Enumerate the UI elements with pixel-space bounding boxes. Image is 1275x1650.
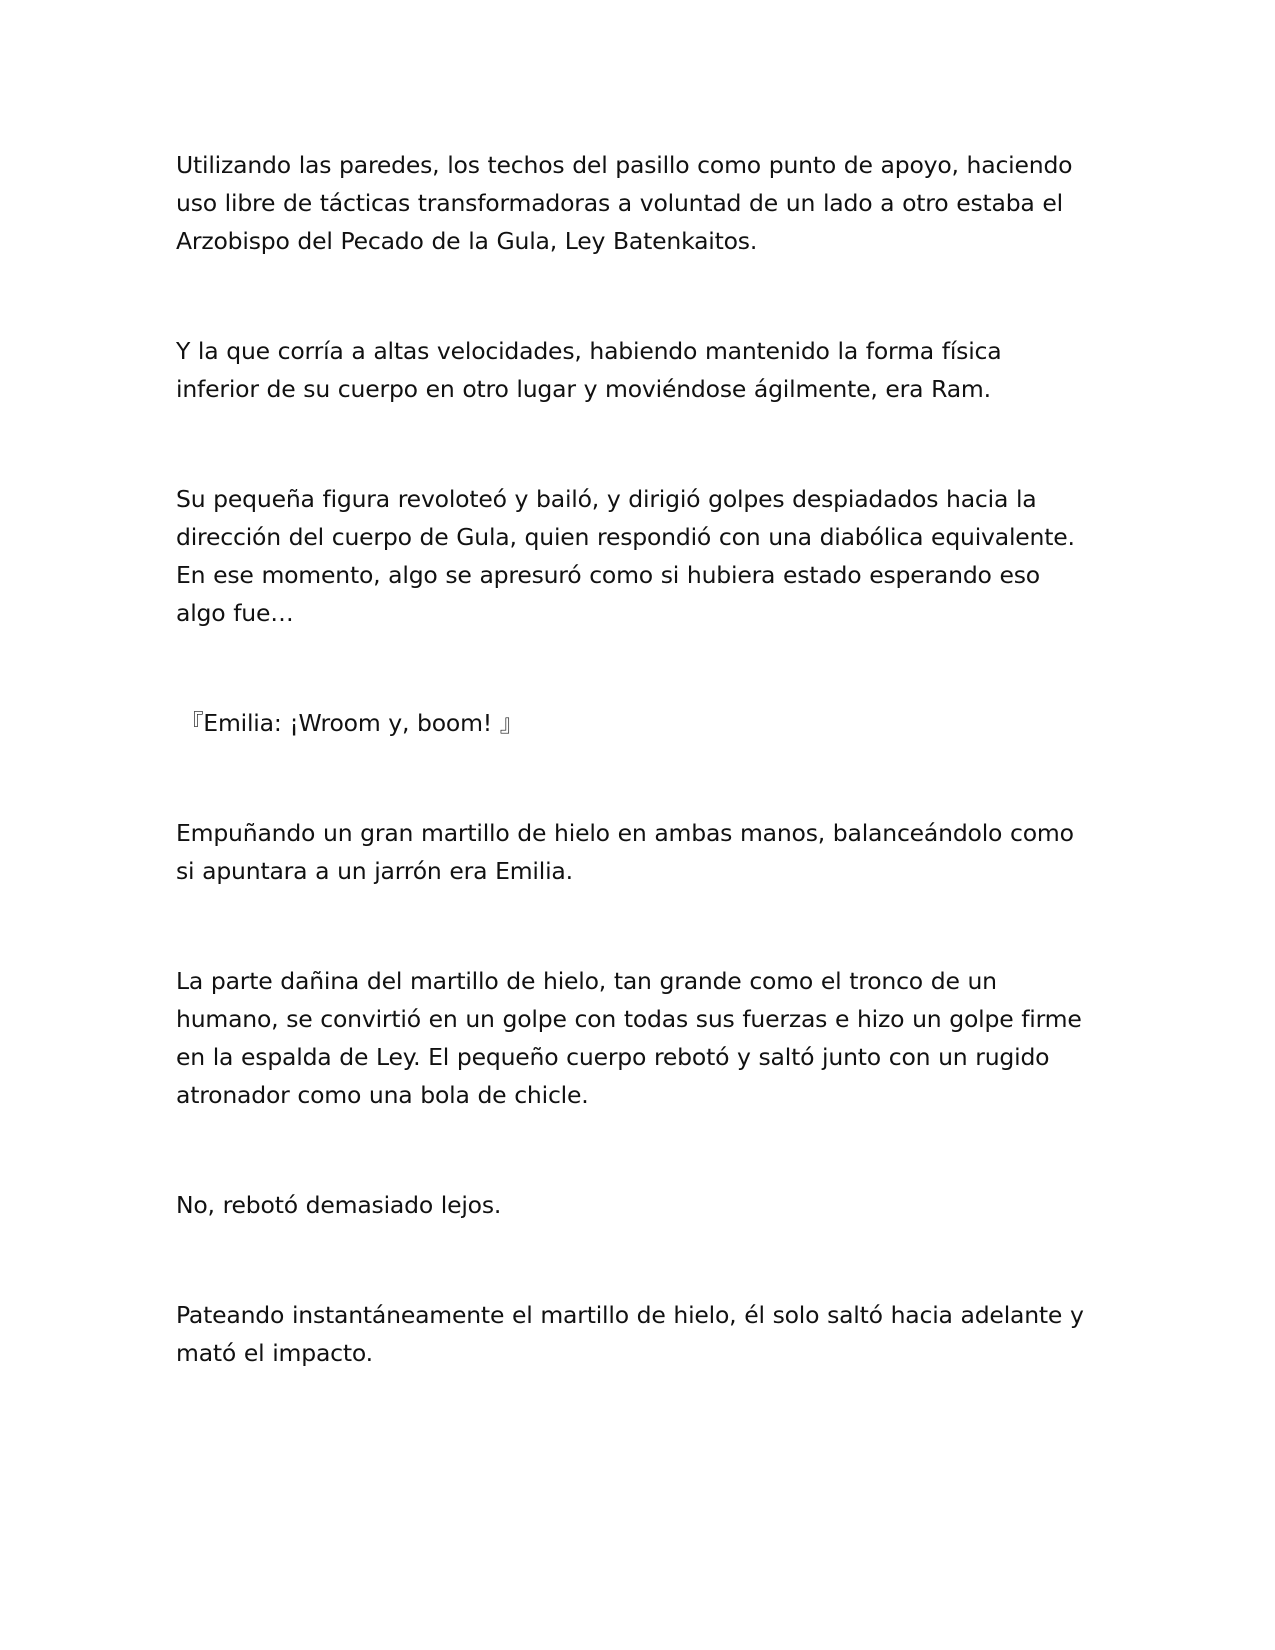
paragraph-1: Utilizando las paredes, los techos del pasillo como punto de apoyo, haciendo uso libre de tácticas transformadoras a voluntad de un lado a otro estaba el Arzobispo del Pecado de la Gula, Ley Batenkaitos. <box>176 151 1073 255</box>
text-column <box>176 146 1106 1372</box>
paragraph-2: Y la que corría a altas velocidades, habiendo mantenido la forma física inferior de su cuerpo en otro lugar y moviéndose ágilmente, era Ram. <box>176 337 1002 403</box>
paragraph-7: No, rebotó demasiado lejos. <box>176 1191 502 1219</box>
paragraph-6: La parte dañina del martillo de hielo, tan grande como el tronco de un humano, se convirtió en un golpe con todas sus fuerzas e hizo un golpe firme en la espalda de Ley. El pequeño cuerpo rebotó y saltó junto con un rugido atronador como una bola de chicle. <box>176 967 1082 1109</box>
dialogue-line: 『Emilia: ¡Wroom y, boom! 』 <box>180 709 524 737</box>
paragraph-5: Empuñando un gran martillo de hielo en ambas manos, balanceándolo como si apuntara a un jarrón era Emilia. <box>176 819 1074 885</box>
paragraph-8: Pateando instantáneamente el martillo de hielo, él solo saltó hacia adelante y mató el impacto. <box>176 1301 1084 1367</box>
paragraph-3: Su pequeña figura revoloteó y bailó, y dirigió golpes despiadados hacia la dirección del cuerpo de Gula, quien respondió con una diabólica equivalente. En ese momento, algo se apresuró como si hubiera estado esperando eso algo fue… <box>176 485 1075 627</box>
